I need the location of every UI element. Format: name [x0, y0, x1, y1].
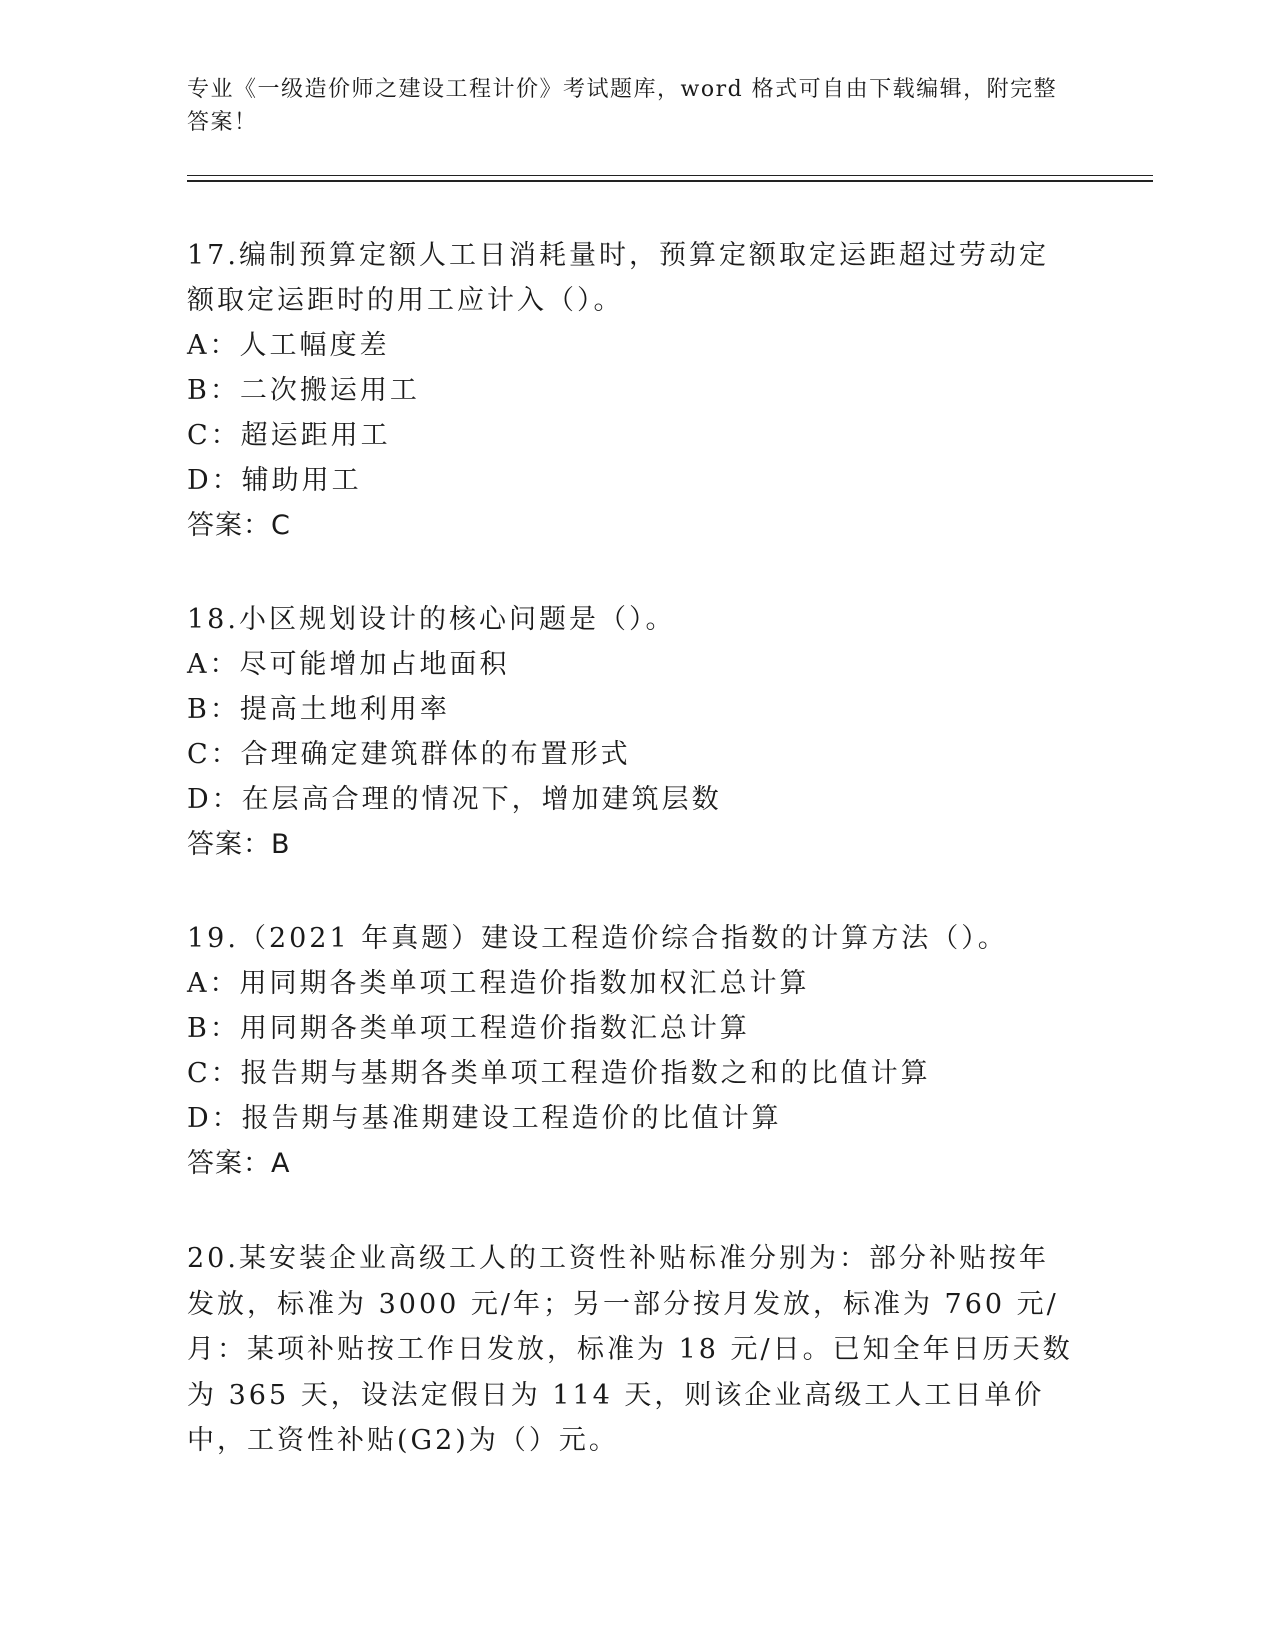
option-b: B：提高土地利用率 — [187, 694, 450, 725]
option-c: C：超运距用工 — [187, 420, 391, 451]
answer-line: 答案：C — [187, 510, 291, 541]
option-c: C：合理确定建筑群体的布置形式 — [187, 739, 631, 770]
question-17 — [187, 233, 1077, 548]
answer-line: 答案：B — [187, 829, 291, 860]
header-text: 专业《一级造价师之建设工程计价》考试题库，word 格式可自由下载编辑，附完整答案！ — [187, 77, 1058, 135]
question-stem: 18.小区规划设计的核心问题是（）。 — [187, 604, 676, 635]
option-d: D：报告期与基准期建设工程造价的比值计算 — [187, 1103, 782, 1134]
option-b: B：用同期各类单项工程造价指数汇总计算 — [187, 1013, 750, 1044]
question-stem: 17.编制预算定额人工日消耗量时，预算定额取定运距超过劳动定额取定运距时的用工应计入（）。 — [187, 240, 1049, 316]
question-18 — [187, 597, 1077, 867]
option-d: D：在层高合理的情况下，增加建筑层数 — [187, 784, 722, 815]
option-d: D：辅助用工 — [187, 465, 362, 496]
answer-line: 答案：A — [187, 1148, 291, 1179]
option-a: A：尽可能增加占地面积 — [187, 649, 510, 680]
question-stem: 19.（2021 年真题）建设工程造价综合指数的计算方法（）。 — [187, 923, 1008, 954]
option-b: B：二次搬运用工 — [187, 375, 420, 406]
question-stem: 20.某安装企业高级工人的工资性补贴标准分别为：部分补贴按年发放，标准为 3000 元/年；另一部分按月发放，标准为 760 元/月：某项补贴按工作日发放，标准为 18 元/日。已知全年日历天数为 365 天，设法定假日为 114 天，则该企业高级工人工日单价中，工资性补贴(G2)为（）元。 — [187, 1243, 1073, 1456]
question-19 — [187, 916, 1077, 1186]
question-20 — [187, 1236, 1077, 1464]
option-a: A：人工幅度差 — [187, 330, 390, 361]
option-c: C：报告期与基期各类单项工程造价指数之和的比值计算 — [187, 1058, 931, 1089]
option-a: A：用同期各类单项工程造价指数加权汇总计算 — [187, 968, 810, 999]
header-divider-thin — [187, 175, 1153, 176]
document-header — [187, 73, 1067, 139]
header-divider-thick — [187, 180, 1153, 182]
